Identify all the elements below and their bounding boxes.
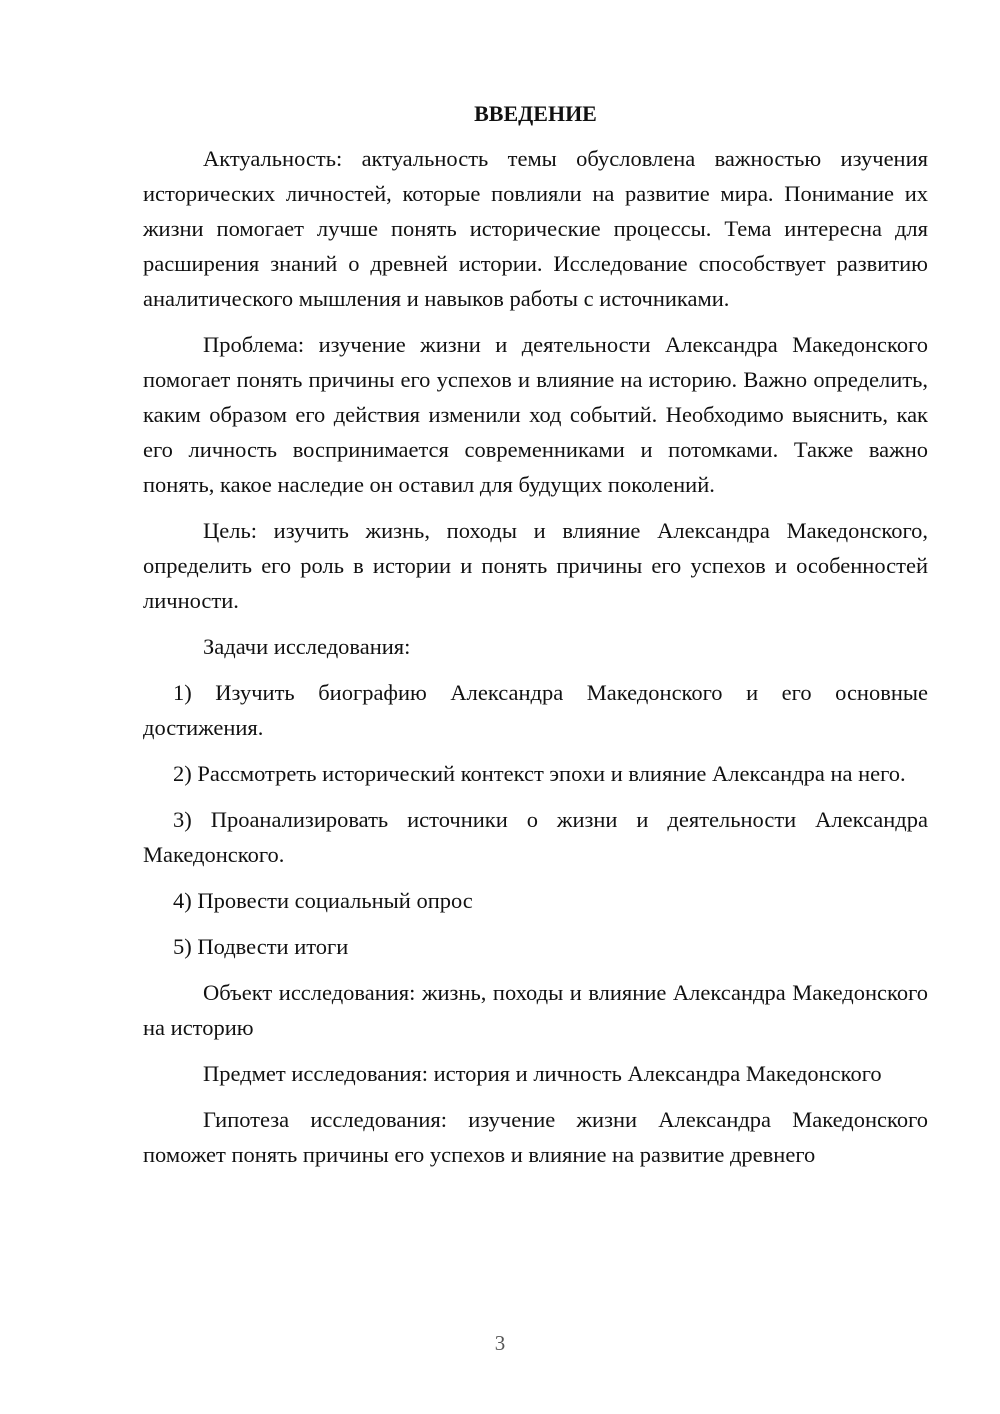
task-item: 3) Проанализировать источники о жизни и деятельности Александра Македонского. xyxy=(143,807,928,867)
problem-paragraph: Проблема: изучение жизни и деятельности Александра Македонского помогает понять причины его успехов и влияние на историю. Важно определить, каким образом его действия изменили ход событий. Необходимо выяснить, как его личность воспринимается современниками и потомками. Также важно понять, какое наследие он оставил для будущих поколений. xyxy=(143,332,928,497)
task-item: 1) Изучить биографию Александра Македонского и его основные достижения. xyxy=(143,680,928,740)
subject-paragraph: Предмет исследования: история и личность Александра Македонского xyxy=(203,1061,882,1086)
task-item: 5) Подвести итоги xyxy=(173,934,349,959)
object-paragraph: Объект исследования: жизнь, походы и влияние Александра Македонского на историю xyxy=(143,980,928,1040)
tasks-heading: Задачи исследования: xyxy=(203,634,411,659)
goal-paragraph: Цель: изучить жизнь, походы и влияние Александра Македонского, определить его роль в истории и понять причины его успехов и особенностей личности. xyxy=(143,518,928,613)
page-number: 3 xyxy=(494,1331,506,1355)
task-item: 4) Провести социальный опрос xyxy=(173,888,473,913)
relevance-paragraph: Актуальность: актуальность темы обусловлена важностью изучения исторических личностей, которые повлияли на развитие мира. Понимание их жизни помогает лучше понять исторические процессы. Тема интересна для расширения знаний о древней истории. Исследование способствует развитию аналитического мышления и навыков работы с источниками. xyxy=(143,146,928,311)
task-item: 2) Рассмотреть исторический контекст эпохи и влияние Александра на него. xyxy=(173,761,906,786)
hypothesis-paragraph: Гипотеза исследования: изучение жизни Александра Македонского поможет понять причины его успехов и влияние на развитие древнего xyxy=(143,1107,928,1167)
section-title: ВВЕДЕНИЕ xyxy=(474,101,597,126)
